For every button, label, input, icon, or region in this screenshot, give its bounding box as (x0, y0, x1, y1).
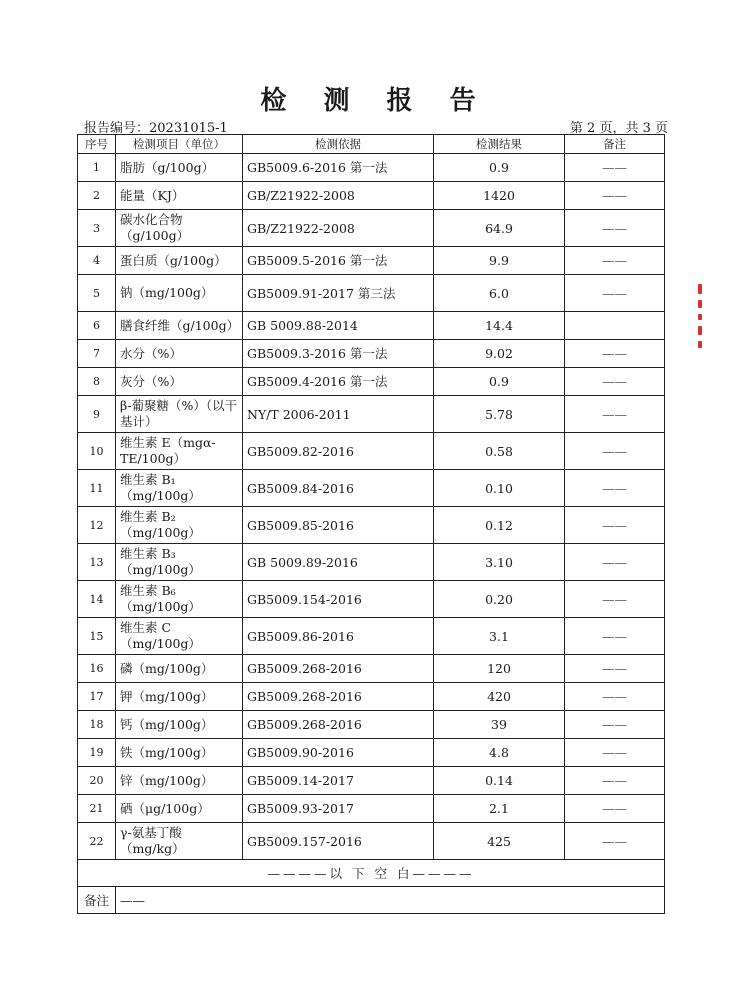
cell-note: —— (565, 433, 665, 470)
table-row (78, 247, 665, 275)
table-row (78, 368, 665, 396)
cell-no: 15 (78, 618, 116, 655)
cell-no: 16 (78, 655, 116, 683)
cell-result: 3.10 (434, 544, 565, 581)
cell-item: 灰分（%） (116, 368, 243, 396)
blank-line-row (78, 860, 665, 887)
cell-no: 7 (78, 340, 116, 368)
cell-no: 12 (78, 507, 116, 544)
cell-no: 13 (78, 544, 116, 581)
cell-no: 1 (78, 154, 116, 182)
cell-method: GB 5009.89-2016 (243, 544, 434, 581)
table-row (78, 823, 665, 860)
results-table (77, 134, 665, 914)
table-row (78, 711, 665, 739)
table-row (78, 507, 665, 544)
cell-note (565, 312, 665, 340)
cell-method: GB5009.3-2016 第一法 (243, 340, 434, 368)
cell-note: —— (565, 340, 665, 368)
cell-no: 5 (78, 275, 116, 312)
cell-item: 锌（mg/100g） (116, 767, 243, 795)
table-row (78, 618, 665, 655)
cell-result: 425 (434, 823, 565, 860)
cell-result: 3.1 (434, 618, 565, 655)
cell-result: 0.9 (434, 368, 565, 396)
header-item: 检测项目（单位） (116, 135, 243, 154)
cell-result: 64.9 (434, 210, 565, 247)
cell-result: 0.9 (434, 154, 565, 182)
cell-item: 能量（KJ） (116, 182, 243, 210)
table-row (78, 739, 665, 767)
cell-note: —— (565, 182, 665, 210)
cell-method: GB5009.5-2016 第一法 (243, 247, 434, 275)
cell-method: GB5009.268-2016 (243, 711, 434, 739)
cell-item: 磷（mg/100g） (116, 655, 243, 683)
cell-result: 0.14 (434, 767, 565, 795)
cell-item: 维生素 B₃（mg/100g） (116, 544, 243, 581)
cell-item: 维生素 B₁（mg/100g） (116, 470, 243, 507)
cell-no: 2 (78, 182, 116, 210)
cell-note: —— (565, 618, 665, 655)
cell-result: 9.02 (434, 340, 565, 368)
cell-note: —— (565, 581, 665, 618)
cell-result: 5.78 (434, 396, 565, 433)
cell-item: β-葡聚糖（%）（以干基计） (116, 396, 243, 433)
cell-no: 3 (78, 210, 116, 247)
table-row (78, 275, 665, 312)
cell-no: 22 (78, 823, 116, 860)
table-row (78, 340, 665, 368)
cell-result: 14.4 (434, 312, 565, 340)
cell-item: 维生素 C（mg/100g） (116, 618, 243, 655)
report-title: 检 测 报 告 (260, 86, 490, 116)
table-row (78, 312, 665, 340)
table-row (78, 581, 665, 618)
remark-label: 备注 (78, 887, 116, 914)
cell-note: —— (565, 711, 665, 739)
cell-no: 21 (78, 795, 116, 823)
cell-no: 19 (78, 739, 116, 767)
table-row (78, 182, 665, 210)
cell-item: 膳食纤维（g/100g） (116, 312, 243, 340)
cell-method: GB5009.157-2016 (243, 823, 434, 860)
cell-no: 20 (78, 767, 116, 795)
cell-method: GB5009.85-2016 (243, 507, 434, 544)
cell-method: GB5009.268-2016 (243, 683, 434, 711)
cell-no: 11 (78, 470, 116, 507)
cell-method: GB/Z21922-2008 (243, 182, 434, 210)
cell-note: —— (565, 368, 665, 396)
cell-note: —— (565, 683, 665, 711)
cell-no: 9 (78, 396, 116, 433)
cell-item: 钾（mg/100g） (116, 683, 243, 711)
remark-value: —— (116, 887, 665, 914)
cell-note: —— (565, 507, 665, 544)
cell-method: GB5009.93-2017 (243, 795, 434, 823)
cell-item: 维生素 E（mgα-TE/100g） (116, 433, 243, 470)
cell-result: 0.58 (434, 433, 565, 470)
cell-note: —— (565, 795, 665, 823)
cell-method: GB5009.90-2016 (243, 739, 434, 767)
cell-note: —— (565, 275, 665, 312)
cell-result: 1420 (434, 182, 565, 210)
cell-result: 9.9 (434, 247, 565, 275)
cell-no: 4 (78, 247, 116, 275)
table-row (78, 795, 665, 823)
cell-method: GB5009.91-2017 第三法 (243, 275, 434, 312)
table-row (78, 396, 665, 433)
cell-item: 碳水化合物（g/100g） (116, 210, 243, 247)
cell-method: GB5009.14-2017 (243, 767, 434, 795)
cell-item: 维生素 B₆（mg/100g） (116, 581, 243, 618)
cell-note: —— (565, 154, 665, 182)
cell-note: —— (565, 210, 665, 247)
cell-result: 0.10 (434, 470, 565, 507)
cell-no: 18 (78, 711, 116, 739)
header-no: 序号 (78, 135, 116, 154)
cell-no: 8 (78, 368, 116, 396)
cell-result: 0.12 (434, 507, 565, 544)
cell-note: —— (565, 823, 665, 860)
header-note: 备注 (565, 135, 665, 154)
cell-item: 硒（μg/100g） (116, 795, 243, 823)
cell-method: GB5009.86-2016 (243, 618, 434, 655)
table-row (78, 210, 665, 247)
cell-item: 铁（mg/100g） (116, 739, 243, 767)
seal-stamp-edge (698, 278, 706, 358)
table-header (78, 135, 665, 154)
table-row (78, 154, 665, 182)
cell-method: GB5009.6-2016 第一法 (243, 154, 434, 182)
cell-item: γ-氨基丁酸（mg/kg） (116, 823, 243, 860)
cell-no: 17 (78, 683, 116, 711)
cell-method: GB5009.82-2016 (243, 433, 434, 470)
cell-no: 14 (78, 581, 116, 618)
remark-row (78, 887, 665, 914)
page-info: 第 2 页，共 3 页 (569, 121, 668, 136)
report-number: 报告编号：20231015-1 (84, 121, 228, 136)
cell-result: 420 (434, 683, 565, 711)
table-row (78, 470, 665, 507)
cell-no: 6 (78, 312, 116, 340)
cell-note: —— (565, 396, 665, 433)
cell-result: 39 (434, 711, 565, 739)
blank-line-text: ————以 下 空 白———— (78, 860, 665, 887)
table-row (78, 683, 665, 711)
cell-item: 脂肪（g/100g） (116, 154, 243, 182)
cell-note: —— (565, 739, 665, 767)
table-row (78, 544, 665, 581)
cell-method: GB5009.84-2016 (243, 470, 434, 507)
table-row (78, 655, 665, 683)
header-result: 检测结果 (434, 135, 565, 154)
cell-result: 2.1 (434, 795, 565, 823)
cell-item: 蛋白质（g/100g） (116, 247, 243, 275)
table-row (78, 433, 665, 470)
cell-item: 维生素 B₂（mg/100g） (116, 507, 243, 544)
cell-result: 6.0 (434, 275, 565, 312)
cell-note: —— (565, 655, 665, 683)
cell-method: GB5009.268-2016 (243, 655, 434, 683)
cell-result: 4.8 (434, 739, 565, 767)
cell-no: 10 (78, 433, 116, 470)
cell-method: GB5009.154-2016 (243, 581, 434, 618)
cell-method: NY/T 2006-2011 (243, 396, 434, 433)
cell-note: —— (565, 470, 665, 507)
cell-method: GB 5009.88-2014 (243, 312, 434, 340)
cell-result: 0.20 (434, 581, 565, 618)
cell-item: 水分（%） (116, 340, 243, 368)
cell-method: GB5009.4-2016 第一法 (243, 368, 434, 396)
header-method: 检测依据 (243, 135, 434, 154)
cell-note: —— (565, 767, 665, 795)
cell-note: —— (565, 247, 665, 275)
table-row (78, 767, 665, 795)
cell-item: 钠（mg/100g） (116, 275, 243, 312)
cell-note: —— (565, 544, 665, 581)
cell-result: 120 (434, 655, 565, 683)
cell-item: 钙（mg/100g） (116, 711, 243, 739)
cell-method: GB/Z21922-2008 (243, 210, 434, 247)
